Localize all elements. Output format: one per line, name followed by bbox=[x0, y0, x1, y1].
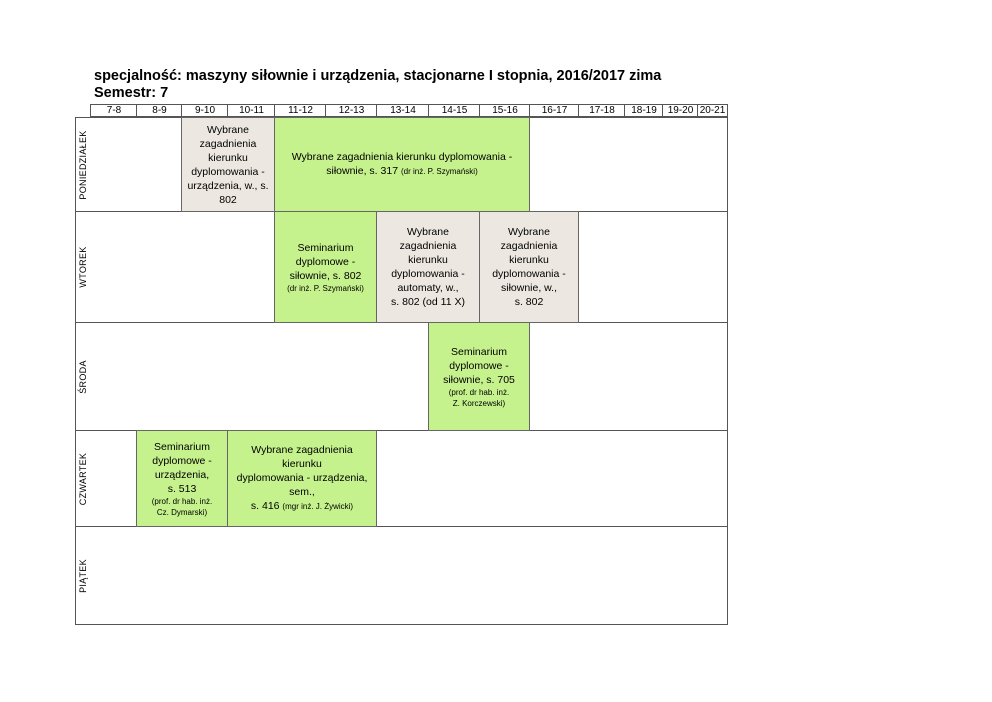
class-text-line: dyplomowe - bbox=[449, 359, 509, 372]
class-text-line bbox=[326, 164, 477, 179]
class-text-line: siłownie, s. 705 bbox=[443, 373, 515, 386]
class-block[interactable] bbox=[227, 430, 377, 527]
class-block[interactable] bbox=[376, 211, 480, 323]
class-text-line: zagadnienia bbox=[399, 240, 457, 252]
class-text-line: Seminarium bbox=[450, 345, 508, 358]
hour-header-cell: 16-17 bbox=[529, 104, 579, 117]
class-text-line: dyplomowe - bbox=[152, 454, 212, 467]
instructor-note: (mgr inż. J. Żywicki) bbox=[282, 502, 354, 511]
hour-header-cell: 11-12 bbox=[274, 104, 326, 117]
class-text-line bbox=[251, 499, 353, 514]
class-text-line: automaty, w., bbox=[397, 282, 459, 294]
day-label-1 bbox=[75, 211, 91, 323]
class-text-line: Wybrane bbox=[508, 226, 550, 238]
class-text-line: 802 bbox=[219, 193, 237, 206]
room-text: s. 416 bbox=[250, 500, 283, 512]
day-name: PONIEDZIAŁEK bbox=[78, 129, 88, 200]
instructor-note: (dr inż. P. Szymański) bbox=[287, 283, 364, 293]
class-text-line: dyplomowania - bbox=[191, 165, 265, 178]
class-text-line: kierunku bbox=[208, 151, 248, 164]
day-label-4 bbox=[75, 526, 91, 625]
day-name: WTOREK bbox=[78, 246, 88, 288]
hour-header-cell: 10-11 bbox=[227, 104, 275, 117]
room-text: siłownie, s. 317 bbox=[326, 165, 401, 177]
day-label-3 bbox=[75, 430, 91, 527]
class-block[interactable] bbox=[274, 117, 530, 212]
class-text-line: urządzenia, w., s. bbox=[187, 179, 269, 192]
instructor-note: (prof. dr hab. inż. bbox=[151, 496, 213, 506]
page-title: specjalność: maszyny siłownie i urządzenia, stacjonarne I stopnia, 2016/2017 zima bbox=[94, 68, 662, 84]
class-text-line: sem., bbox=[289, 486, 315, 498]
hour-header-cell: 8-9 bbox=[136, 104, 182, 117]
class-text-line: dyplomowania - urządzenia, bbox=[236, 472, 368, 484]
hour-header-cell: 9-10 bbox=[181, 104, 228, 117]
class-text-line: Seminarium bbox=[297, 241, 354, 254]
class-block[interactable] bbox=[479, 211, 579, 323]
class-text-line: Wybrane bbox=[207, 123, 249, 136]
class-text-line: s. 802 (od 11 X) bbox=[391, 296, 465, 308]
class-text-line: Seminarium bbox=[153, 440, 211, 453]
class-block[interactable] bbox=[181, 117, 275, 212]
class-text-line: s. 513 bbox=[167, 482, 197, 495]
class-text-line: dyplomowania - bbox=[391, 268, 465, 280]
hour-header-cell: 18-19 bbox=[624, 104, 663, 117]
class-text-line: Wybrane zagadnienia kierunku dyplomowania - bbox=[291, 151, 513, 163]
class-text-line: siłownie, s. 802 bbox=[289, 269, 362, 282]
class-text-line: Wybrane bbox=[407, 226, 449, 238]
semester-label: Semestr: 7 bbox=[94, 85, 169, 101]
day-label-0 bbox=[75, 117, 91, 212]
class-text-line: zagadnienia bbox=[500, 240, 558, 252]
hour-header-cell: 20-21 bbox=[697, 104, 728, 117]
class-text-line: Wybrane zagadnienia kierunku bbox=[251, 444, 353, 470]
instructor-note: (prof. dr hab. inż. bbox=[448, 387, 510, 397]
instructor-note: Z. Korczewski) bbox=[452, 398, 506, 408]
class-text-line: zagadnienia bbox=[199, 137, 257, 150]
class-text-line: dyplomowe - bbox=[295, 255, 356, 268]
class-text-line: siłownie, w., bbox=[500, 282, 558, 294]
hour-header-cell: 19-20 bbox=[662, 104, 698, 117]
class-block[interactable] bbox=[274, 211, 377, 323]
day-row bbox=[90, 526, 728, 625]
class-text-line: dyplomowania - bbox=[492, 268, 566, 280]
instructor-note: (dr inż. P. Szymański) bbox=[400, 167, 478, 176]
class-text-line: urządzenia, bbox=[154, 468, 210, 481]
hour-header-cell: 13-14 bbox=[376, 104, 429, 117]
day-name: PIĄTEK bbox=[78, 558, 88, 593]
day-name: ŚRODA bbox=[78, 359, 88, 394]
hour-header-cell: 17-18 bbox=[578, 104, 625, 117]
class-text-line: kierunku bbox=[408, 254, 448, 266]
class-text-line: kierunku bbox=[509, 254, 549, 266]
day-row bbox=[90, 322, 728, 431]
hour-header-cell: 14-15 bbox=[428, 104, 480, 117]
day-label-2 bbox=[75, 322, 91, 431]
class-block[interactable] bbox=[428, 322, 530, 431]
class-block[interactable] bbox=[136, 430, 228, 527]
hour-header-cell: 7-8 bbox=[90, 104, 137, 117]
hour-header-cell: 12-13 bbox=[325, 104, 377, 117]
hour-header-cell: 15-16 bbox=[479, 104, 530, 117]
instructor-note: Cz. Dymarski) bbox=[156, 507, 208, 517]
day-name: CZWARTEK bbox=[78, 452, 88, 505]
class-text-line: s. 802 bbox=[514, 296, 544, 308]
